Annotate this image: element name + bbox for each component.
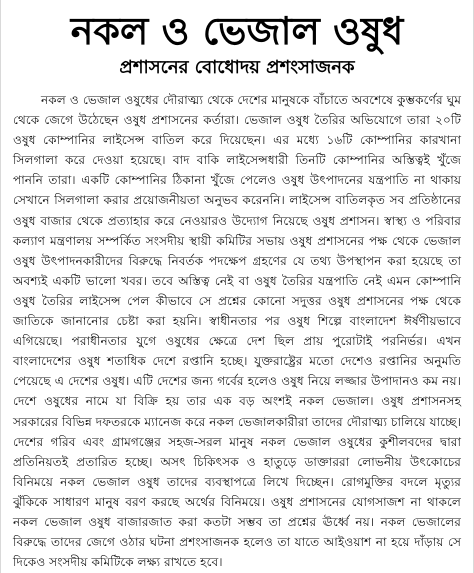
article-body: নকল ও ভেজাল ওষুধের দৌরাত্ম্য থেকে দেশের মানুষকে বাঁচাতে অবশেষে কুম্ভকর্ণের ঘুম থেকে জেগে উঠেছেন ওষুধ প্রশাসনের কর্তারা। ভেজাল ওষুধ তৈরির অভিযোগে তারা ২০টি ওষুধ কোম্পানির লাইসেন্স বাতিল করে দিয়েছেন। এর মধ্যে ১৬টি কোম্পানির কারখানা সিলগালা করে দেওয়া হয়েছে। বাদ বাকি লাইসেন্সধারী তিনটি কোম্পানির অস্তিত্বই খুঁজে পাননি তারা। একটি কোম্পানির ঠিকানা খুঁজে পেলেও ওষুধ উৎপাদনের যন্ত্রপাতি না থাকায় সেখানে সিলগালা করার প্রয়োজনীয়তা অনুভব করেননি। লাইসেন্স বাতিলকৃত সব প্রতিষ্ঠানের ওষুধ বাজার থেকে প্রত্যাহার করে নেওয়ারও উদ্যোগ নিয়েছে ওষুধ প্রশাসন। স্বাস্থ্য ও পরিবার কল্যাণ মন্ত্রণালয় সম্পর্কিত সংসদীয় স্থায়ী কমিটির সভায় ওষুধ প্রশাসনের পক্ষ থেকে ভেজাল ওষুধ উৎপাদনকারীদের বিরুদ্ধে নিবর্তক পদক্ষেপ গ্রহণের যে তথ্য উপস্থাপন করা হয়েছে তা অবশ্যই একটি ভালো খবর। তবে অস্তিত্ব নেই বা ওষুধ তৈরির যন্ত্রপাতি নেই এমন কোম্পানি ওষুধ তৈরির লাইসেন্স পেল কীভাবে সে প্রশ্নের কোনো সদুত্তর ওষুধ প্রশাসনের পক্ষ থেকে জাতিকে জানানোর চেষ্টা করা হয়নি। স্বাধীনতার পর ওষুধ শিল্পে বাংলাদেশ ঈর্ষণীয়ভাবে এগিয়েছে। পরাধীনতার যুগে ওষুধের ক্ষেত্রে দেশ ছিল প্রায় পুরোটাই পরনির্ভর। এখন বাংলাদেশের ওষুধ শতাধিক দেশে রপ্তানি হচ্ছে। যুক্তরাষ্ট্রের মতো দেশেও রপ্তানির অনুমতি পেয়েছে এ দেশের ওষুধ। এটি দেশের জন্য গর্বের হলেও ওষুধ নিয়ে লজ্জার উপাদানও কম নয়। দেশে ওষুধের নামে যা বিক্রি হয় তার এক বড় অংশই নকল ভেজাল। ওষুধ প্রশাসনসহ সরকারের বিভিন্ন দফতরকে ম্যানেজ করে নকল ভেজালকারীরা তাদের দৌরাত্ম্য চালিয়ে যাচ্ছে। দেশের গরিব এবং গ্রামগঞ্জের সহজ-সরল মানুষ নকল ভেজাল ওষুধের কুশীলবদের দ্বারা প্রতিনিয়তই প্রতারিত হচ্ছে। অসৎ চিকিৎসক ও হাতুড়ে ডাক্তাররা লোভনীয় উৎকোচের বিনিময়ে নকল ভেজাল ওষুধ তাদের ব্যবস্থাপত্রে লিখে দিচ্ছেন। রোগমুক্তির বদলে মৃত্যুর ঝুঁকিকে সাধারণ মানুষ বরণ করছে অর্থের বিনিময়ে। ওষুধ প্রশাসনের যোগসাজশ না থাকলে নকল ভেজাল ওষুধ বাজারজাত করা কতটা সম্ভব তা প্রশ্নের ঊর্ধ্বে নয়। নকল ভেজালের বিরুদ্ধে তাদের জেগে ওঠার ঘটনা প্রশংসাজনক হলেও তা যাতে আইওয়াশ না হয়ে দাঁড়ায় সে দিকেও সংসদীয় কমিটিকে লক্ষ্য রাখতে হবে। [13,93,461,570]
article-subheadline: প্রশাসনের বোধোদয় প্রশংসাজনক [119,57,355,78]
article-headline: নকল ও ভেজাল ওষুধ [70,9,404,53]
